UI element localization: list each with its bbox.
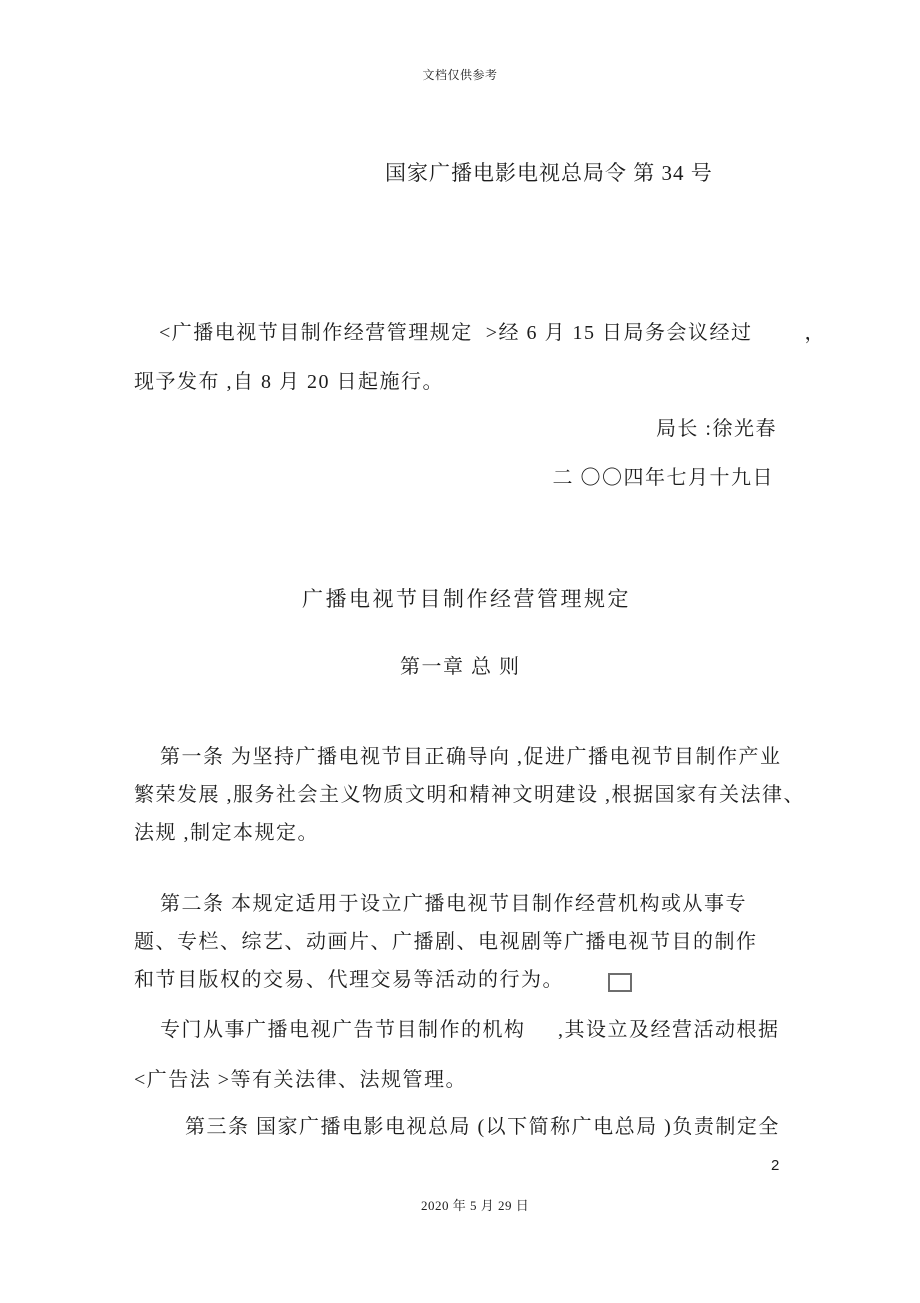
article2-para2-line-1: 专门从事广播电视广告节目制作的机构 ,其设立及经营活动根据 — [160, 1019, 780, 1041]
signature-date: 二 〇〇四年七月十九日 — [552, 467, 774, 489]
empty-square-glyph — [608, 973, 632, 992]
preamble-line-2: 现予发布 ,自 8 月 20 日起施行。 — [134, 371, 444, 393]
article1-line-2: 繁荣发展 ,服务社会主义物质文明和精神文明建设 ,根据国家有关法律、 — [134, 784, 805, 806]
preamble-line-1: <广播电视节目制作经营管理规定 >经 6 月 15 日局务会议经过 ， — [159, 322, 827, 344]
article2-line-1: 第二条 本规定适用于设立广播电视节目制作经营机构或从事专 — [160, 893, 747, 915]
header-watermark: 文档仅供参考 — [422, 68, 498, 82]
footer-date: 2020 年 5 月 29 日 — [421, 1198, 530, 1213]
decree-title: 国家广播电影电视总局令 第 34 号 — [385, 161, 713, 185]
article1-line-1: 第一条 为坚持广播电视节目正确导向 ,促进广播电视节目制作产业 — [160, 746, 782, 768]
article2-line-2: 题、专栏、综艺、动画片、广播剧、电视剧等广播电视节目的制作 — [134, 931, 758, 953]
chapter-heading: 第一章 总 则 — [400, 656, 521, 678]
article2-para2-line-2: <广告法 >等有关法律、法规管理。 — [134, 1069, 468, 1091]
article1-line-3: 法规 ,制定本规定。 — [134, 822, 319, 844]
signature-signer: 局长 :徐光春 — [655, 418, 777, 440]
article2-line-3: 和节目版权的交易、代理交易等活动的行为。 — [134, 969, 564, 991]
page-number: 2 — [771, 1157, 780, 1174]
article3-line-1: 第三条 国家广播电影电视总局 (以下简称广电总局 )负责制定全 — [185, 1116, 780, 1138]
regulation-title: 广播电视节目制作经营管理规定 — [302, 587, 631, 611]
